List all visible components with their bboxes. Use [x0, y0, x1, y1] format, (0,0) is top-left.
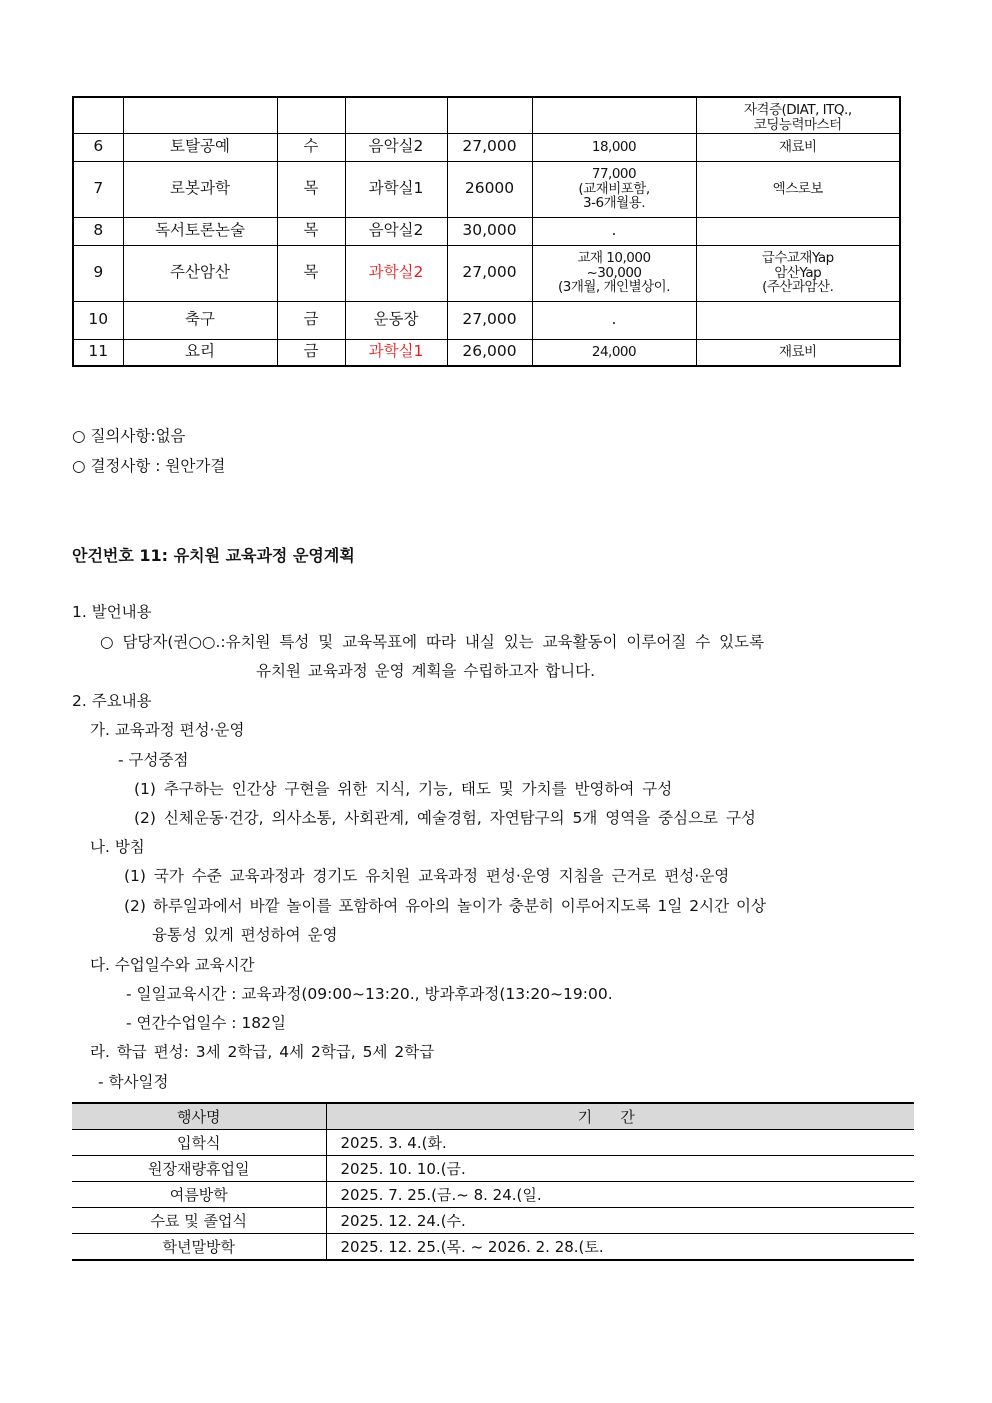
table-row: [73, 339, 900, 366]
cell-no: 6: [73, 133, 123, 161]
cell-room: 음악실2: [345, 217, 447, 245]
cell-day: 금: [277, 339, 345, 366]
ga-title: 가. 교육과정 편성·운영: [90, 721, 245, 739]
table-row: [73, 133, 900, 161]
table-row: [73, 301, 900, 339]
cell-name: 주산암산: [123, 245, 277, 301]
table-row: [72, 1234, 914, 1261]
table-row: [72, 1182, 914, 1208]
schedule-header-row: [72, 1103, 914, 1130]
cell-note: [696, 301, 900, 339]
na-item-2b: 융통성 있게 편성하여 운영: [152, 926, 338, 944]
cell-note: 급수교재Yap 암산Yap (주산과암산.: [696, 245, 900, 301]
table-row: [72, 1130, 914, 1156]
cell-name: 토탈공예: [123, 133, 277, 161]
cell-note: [696, 217, 900, 245]
schedule-period: 2025. 12. 25.(목. ~ 2026. 2. 28.(토.: [326, 1234, 914, 1261]
cell-day: 금: [277, 301, 345, 339]
cell-day: [277, 97, 345, 133]
cell-note: 재료비: [696, 339, 900, 366]
schedule-period: 2025. 10. 10.(금.: [326, 1156, 914, 1182]
cell-name: 독서토론논술: [123, 217, 277, 245]
cell-extra: 18,000: [532, 133, 696, 161]
program-table: [72, 96, 901, 367]
da-title: 다. 수업일수와 교육시간: [90, 956, 255, 974]
cell-extra: 교재 10,000 ~30,000 (3개월, 개인별상이.: [532, 245, 696, 301]
cell-fee: 26,000: [447, 339, 532, 366]
cell-room: 과학실1: [345, 339, 447, 366]
schedule-header-event: 행사명: [72, 1103, 326, 1130]
section1-title: 1. 발언내용: [72, 603, 152, 621]
na-title: 나. 방침: [90, 838, 145, 856]
ga-item-2: (2) 신체운동·건강, 의사소통, 사회관계, 예술경험, 자연탐구의 5개 영역을 중심으로 구성: [134, 809, 756, 827]
table-row: [73, 217, 900, 245]
cell-day: 목: [277, 245, 345, 301]
cell-extra: 77,000 (교재비포함, 3-6개월용.: [532, 161, 696, 217]
schedule-title: - 학사일정: [98, 1073, 169, 1091]
cell-note: 재료비: [696, 133, 900, 161]
table-row: [73, 245, 900, 301]
cell-fee: [447, 97, 532, 133]
schedule-period: 2025. 12. 24.(수.: [326, 1208, 914, 1234]
da-item-2: - 연간수업일수 : 182일: [126, 1014, 286, 1032]
cell-no: 10: [73, 301, 123, 339]
speaker-line-1: ○ 담당자(권○○.:유치원 특성 및 교육목표에 따라 내실 있는 교육활동이 이루어질 수 있도록: [100, 633, 765, 651]
agenda-title: 안건번호 11: 유치원 교육과정 운영계획: [72, 546, 355, 565]
schedule-event: 수료 및 졸업식: [72, 1208, 326, 1234]
cell-fee: 27,000: [447, 301, 532, 339]
cell-extra: .: [532, 217, 696, 245]
cell-day: 수: [277, 133, 345, 161]
cell-name: 축구: [123, 301, 277, 339]
cell-fee: 26000: [447, 161, 532, 217]
table-row: [72, 1208, 914, 1234]
table-row: [72, 1156, 914, 1182]
schedule-header-period: 기간: [326, 1103, 914, 1130]
cell-no: 7: [73, 161, 123, 217]
cell-extra: .: [532, 301, 696, 339]
cell-room: 과학실2: [345, 245, 447, 301]
na-item-1: (1) 국가 수준 교육과정과 경기도 유치원 교육과정 편성·운영 지침을 근거로 편성·운영: [124, 867, 730, 885]
schedule-event: 원장재량휴업일: [72, 1156, 326, 1182]
cell-note: 엑스로보: [696, 161, 900, 217]
cell-name: [123, 97, 277, 133]
cell-no: 11: [73, 339, 123, 366]
ga-item-1: (1) 추구하는 인간상 구현을 위한 지식, 기능, 태도 및 가치를 반영하여 구성: [134, 780, 673, 798]
schedule-event: 여름방학: [72, 1182, 326, 1208]
schedule-event: 학년말방학: [72, 1234, 326, 1261]
table-row: [73, 161, 900, 217]
da-item-1: - 일일교육시간 : 교육과정(09:00~13:20., 방과후과정(13:20~19:00.: [126, 985, 613, 1003]
decision-line: ○ 결정사항 : 원안가결: [72, 457, 226, 475]
cell-extra: 24,000: [532, 339, 696, 366]
cell-name: 로봇과학: [123, 161, 277, 217]
table-row: [73, 97, 900, 133]
cell-day: 목: [277, 161, 345, 217]
cell-fee: 30,000: [447, 217, 532, 245]
ra-title: 라. 학급 편성: 3세 2학급, 4세 2학급, 5세 2학급: [90, 1043, 435, 1061]
cell-room: 운동장: [345, 301, 447, 339]
cell-room: [345, 97, 447, 133]
schedule-table: [72, 1102, 914, 1261]
cell-day: 목: [277, 217, 345, 245]
cell-room: 음악실2: [345, 133, 447, 161]
cell-no: [73, 97, 123, 133]
cell-fee: 27,000: [447, 245, 532, 301]
cell-extra: [532, 97, 696, 133]
na-item-2a: (2) 하루일과에서 바깥 놀이를 포함하여 유아의 놀이가 충분히 이루어지도록 1일 2시간 이상: [124, 897, 766, 915]
cell-fee: 27,000: [447, 133, 532, 161]
cell-note: 자격증(DIAT, ITQ., 코딩능력마스터: [696, 97, 900, 133]
schedule-period: 2025. 7. 25.(금.~ 8. 24.(일.: [326, 1182, 914, 1208]
questions-line: ○ 질의사항:없음: [72, 427, 186, 445]
schedule-period: 2025. 3. 4.(화.: [326, 1130, 914, 1156]
schedule-event: 입학식: [72, 1130, 326, 1156]
speaker-line-2: 유치원 교육과정 운영 계획을 수립하고자 합니다.: [256, 662, 596, 680]
cell-no: 8: [73, 217, 123, 245]
ga-subtitle: - 구성중점: [118, 751, 189, 769]
cell-no: 9: [73, 245, 123, 301]
section2-title: 2. 주요내용: [72, 692, 152, 710]
cell-room: 과학실1: [345, 161, 447, 217]
cell-name: 요리: [123, 339, 277, 366]
